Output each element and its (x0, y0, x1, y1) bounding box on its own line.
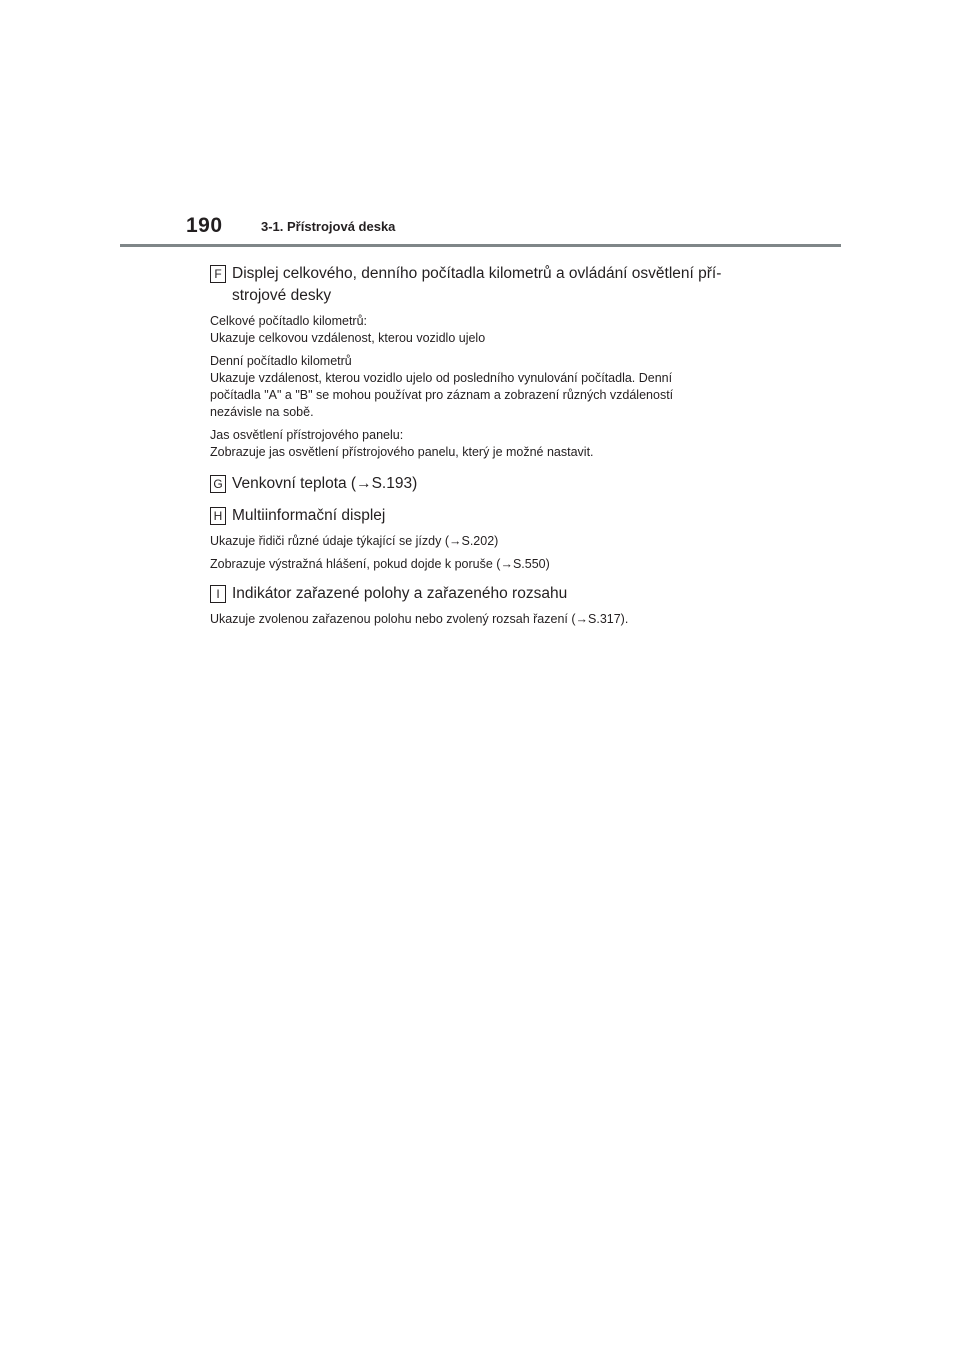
item-h-heading (210, 505, 770, 527)
item-f-heading (210, 263, 770, 307)
desc-line: Zobrazuje výstražná hlášení, pokud dojde k poruše (→S.550) (210, 557, 550, 571)
item-f-title-line1: Displej celkového, denního počítadla kilometrů a ovládání osvětlení pří- (232, 265, 722, 282)
badge-g: G (210, 475, 226, 493)
item-g-heading (210, 473, 770, 495)
desc-line: Ukazuje celkovou vzdálenost, kterou vozidlo ujelo (210, 331, 486, 345)
item-h-title: Multiinformační displej (232, 507, 386, 524)
item-g-title: Venkovní teplota (→S.193) (232, 475, 418, 492)
section-title: 3-1. Přístrojová deska (261, 219, 396, 234)
page-number: 190 (186, 214, 223, 237)
item-i-title: Indikátor zařazené polohy a zařazeného rozsahu (232, 585, 568, 602)
badge-i: I (210, 585, 226, 603)
item-i-desc-1 (210, 611, 770, 628)
content (210, 263, 770, 628)
desc-line: Jas osvětlení přístrojového panelu: (210, 428, 404, 442)
item-f-desc-1 (210, 313, 770, 347)
badge-f: F (210, 265, 226, 283)
item-f-title-line2: strojové desky (232, 287, 332, 304)
desc-line: Ukazuje řidiči různé údaje týkající se jízdy (→S.202) (210, 534, 499, 548)
desc-line: Ukazuje vzdálenost, kterou vozidlo ujelo od posledního vynulování počítadla. Denní (210, 371, 673, 385)
header-rule (120, 244, 841, 247)
desc-line: Denní počítadlo kilometrů (210, 354, 352, 368)
desc-line: Zobrazuje jas osvětlení přístrojového panelu, který je možné nastavit. (210, 445, 594, 459)
badge-h: H (210, 507, 226, 525)
item-h-desc-2 (210, 556, 770, 573)
item-h-desc-1 (210, 533, 770, 550)
desc-line: nezávisle na sobě. (210, 405, 314, 419)
item-f-desc-2 (210, 353, 770, 421)
desc-line: Celkové počítadlo kilometrů: (210, 314, 368, 328)
desc-line: Ukazuje zvolenou zařazenou polohu nebo zvolený rozsah řazení (→S.317). (210, 612, 629, 626)
item-i-heading (210, 583, 770, 605)
item-f-desc-3 (210, 427, 770, 461)
desc-line: počítadla "A" a "B" se mohou používat pro záznam a zobrazení různých vzdáleností (210, 388, 674, 402)
